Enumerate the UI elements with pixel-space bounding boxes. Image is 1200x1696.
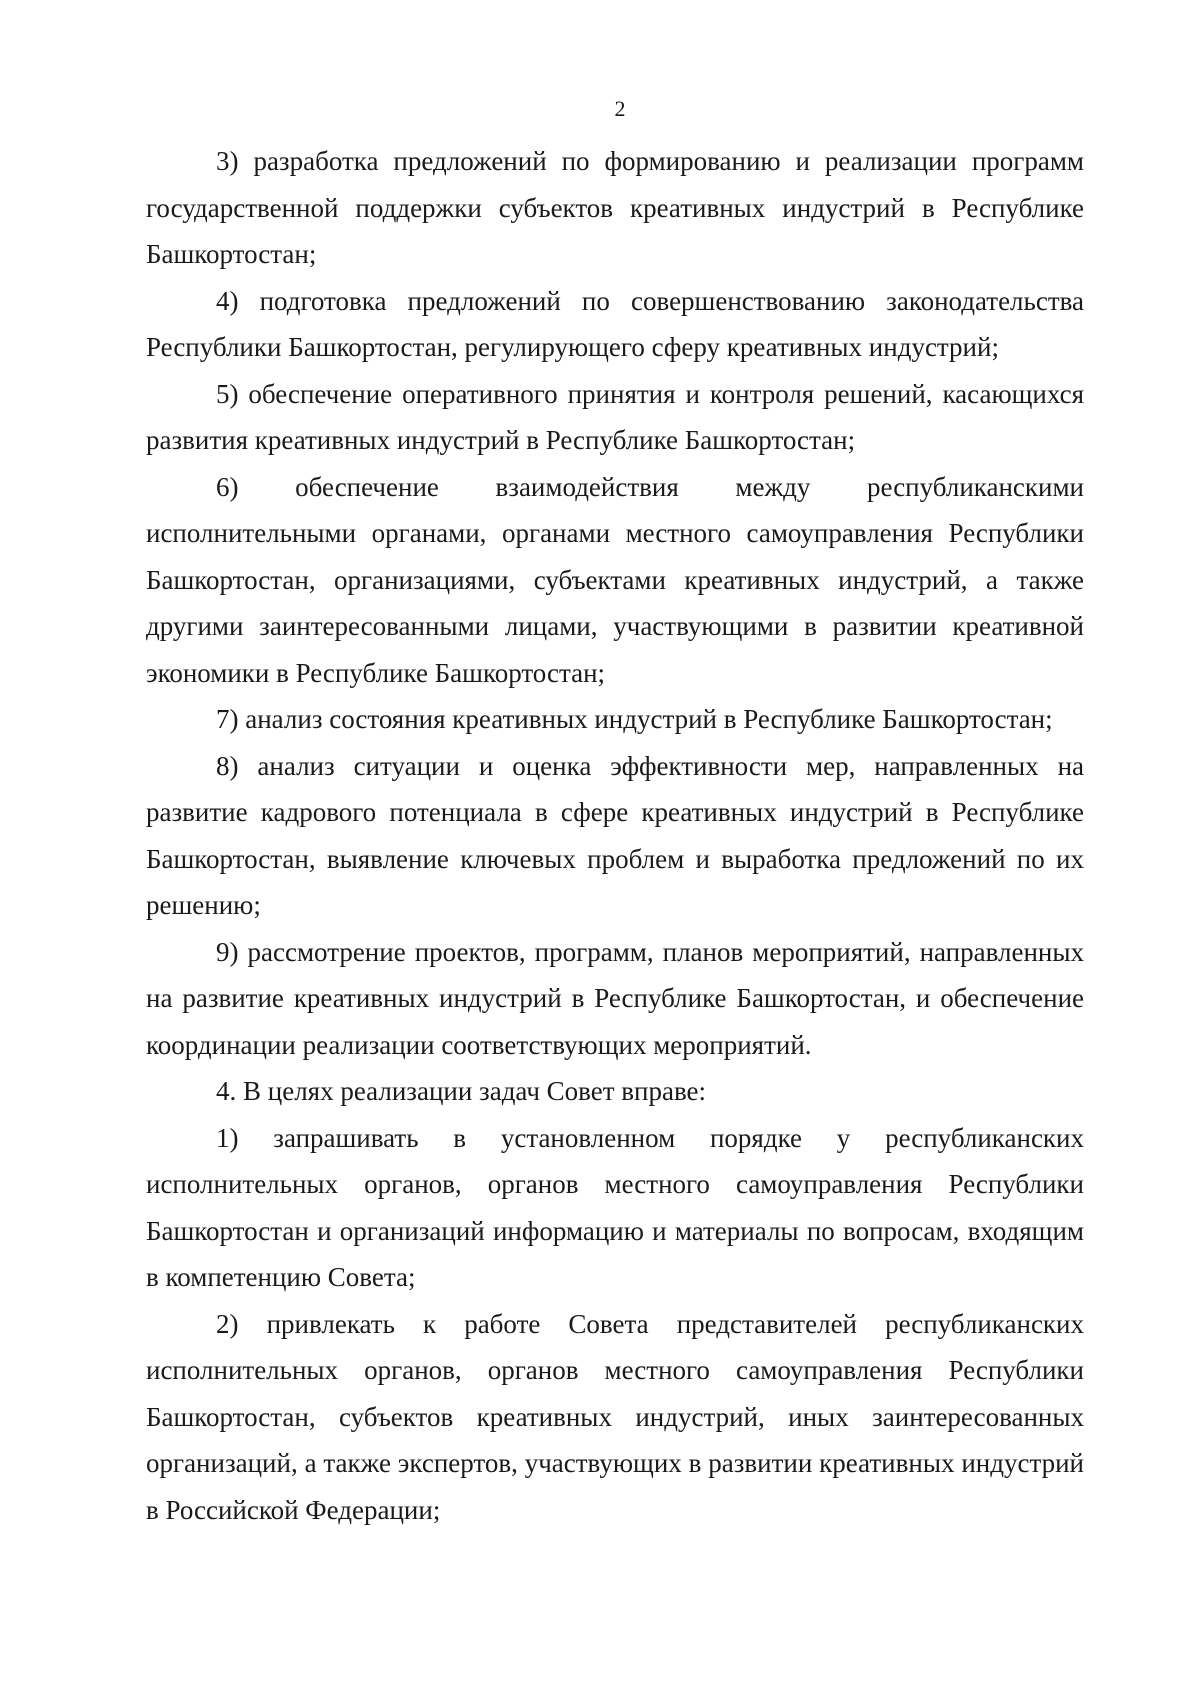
paragraph-task-5: 5) обеспечение оперативного принятия и контроля решений, касающихся развития креативных индустрий в Республике Башкортостан; (146, 378, 1084, 455)
paragraph-right-1: 1) запрашивать в установленном порядке у республиканских исполнительных органов, органов местного самоуправления Республики Башкортостан и организаций информацию и материалы по вопросам, входящим в компетенцию Совета; (146, 1122, 1084, 1292)
paragraph-task-7: 7) анализ состояния креативных индустрий в Республике Башкортостан; (216, 704, 1053, 734)
paragraph-task-8: 8) анализ ситуации и оценка эффективности мер, направленных на развитие кадрового потенциала в сфере креативных индустрий в Республике Башкортостан, выявление ключевых проблем и выработка предложений по их решению; (146, 750, 1084, 920)
paragraph-task-6: 6) обеспечение взаимодействия между республиканскими исполнительными органами, органами местного самоуправления Республики Башкортостан, организациями, субъектами креативных индустрий, а также другими заинтересованными лицами, участвующими в развитии креативной экономики в Республике Башкортостан; (146, 471, 1084, 688)
section-4-heading: 4. В целях реализации задач Совет вправе: (216, 1076, 707, 1106)
paragraph-task-4: 4) подготовка предложений по совершенствованию законодательства Республики Башкортостан, регулирующего сферу креативных индустрий; (146, 285, 1084, 362)
paragraph-task-9: 9) рассмотрение проектов, программ, планов мероприятий, направленных на развитие креативных индустрий в Республике Башкортостан, и обеспечение координации реализации соответствующих мероприятий. (146, 936, 1084, 1060)
paragraph-task-3: 3) разработка предложений по формированию и реализации программ государственной поддержки субъектов креативных индустрий в Республике Башкортостан; (146, 146, 1084, 269)
document-body (146, 138, 1084, 1533)
paragraph-right-2: 2) привлекать к работе Совета представителей республиканских исполнительных органов, органов местного самоуправления Республики Башкортостан, субъектов креативных индустрий, иных заинтересованных организаций, а также экспертов, участвующих в развитии креативных индустрий в Российской Федерации; (146, 1308, 1084, 1525)
page-number: 2 (614, 96, 626, 121)
